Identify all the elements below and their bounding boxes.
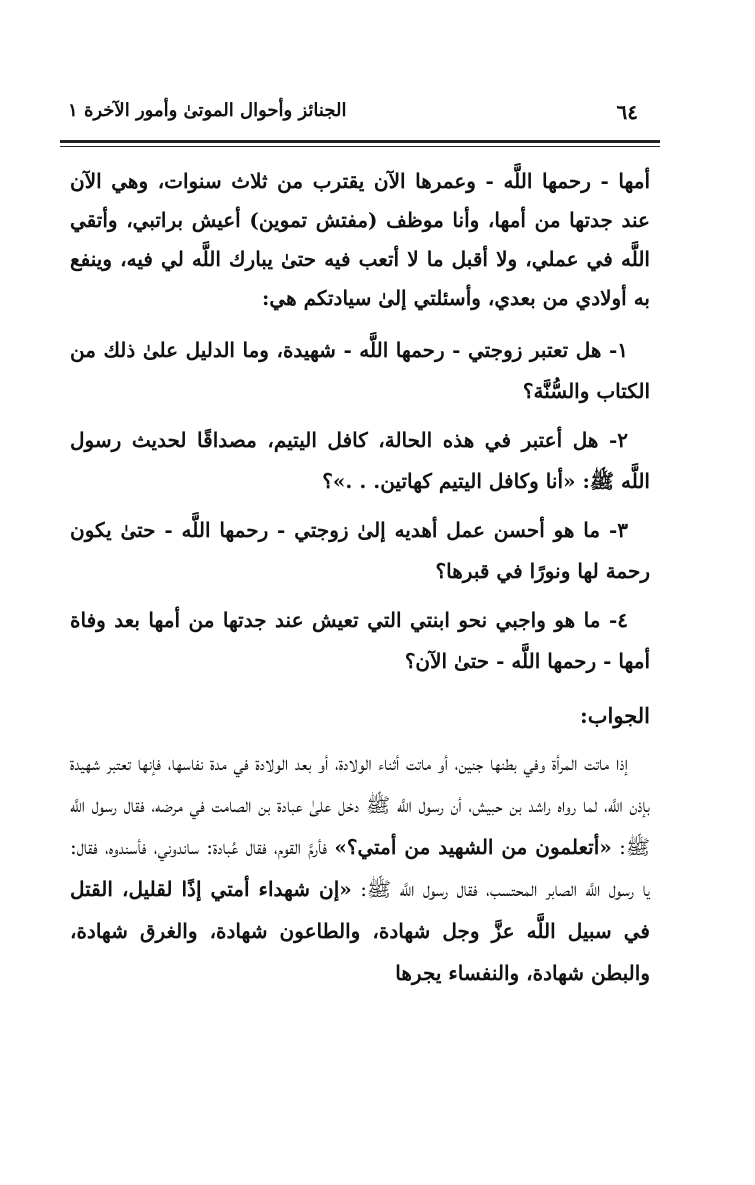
- answer-heading: الجواب:: [580, 703, 650, 728]
- question-intro: أمها - رحمها اللَّه - وعمرها الآن يقترب من ثلاث سنوات، وهي الآن عند جدتها من أمها، وأنا موظف (مفتش تموين) أعيش براتبي، وأتقي اللَّه في عملي، ولا أقبل ما لا أتعب فيه حتىٰ يبارك اللَّه لي فيه، وينفع به أولادي من بعدي، وأسئلتي إلىٰ سيادتكم هي:: [70, 169, 650, 310]
- hadith-quote-2: «إن شهداء أمتي إذًا لقليل، القتل في سبيل اللَّه عزَّ وجل شهادة، والطاعون شهادة، والغرق شهادة، والبطن شهادة، والنفساء يجرها: [70, 877, 650, 985]
- answer-text-1: إذا ماتت المرأة وفي بطنها جنين، أو ماتت أثناء الولادة، أو بعد الولادة في مدة نفاسها، فإنها تعتبر شهيدة بإذن اللَّه، لما رواه راشد بن حبيش، أن رسول اللَّه ﷺ دخل علىٰ عبادة بن الصامت في مرضه، فقال رسول اللَّه ﷺ:: [70, 751, 650, 859]
- question-item-3: ٣- ما هو أحسن عمل أهديه إلىٰ زوجتي - رحمها اللَّه - حتىٰ يكون رحمة لها ونورًا في قبرها؟: [70, 518, 650, 583]
- page-number: ٦٤: [616, 100, 638, 124]
- page-body: [70, 162, 650, 994]
- answer-text-2: فأرمَّ القوم، فقال عُبادة: ساندوني، فأسندوه، فقال: يا رسول اللَّه الصابر المحتسب، فقال رسول اللَّه ﷺ:: [70, 835, 651, 901]
- answer-paragraph: [70, 742, 650, 994]
- header-rule-thick: [60, 140, 660, 143]
- header-rule-thin: [60, 146, 660, 147]
- question-item-4: ٤- ما هو واجبي نحو ابنتي التي تعيش عند جدتها من أمها بعد وفاة أمها - رحمها اللَّه - حتىٰ الآن؟: [70, 608, 650, 673]
- hadith-quote-1: «أتعلمون من الشهيد من أمتي؟»: [334, 835, 612, 859]
- question-item-2: ٢- هل أعتبر في هذه الحالة، كافل اليتيم، مصداقًا لحديث رسول اللَّه ﷺ: «أنا وكافل اليتيم كهاتين. . .»؟: [70, 428, 650, 493]
- page-header: [60, 96, 660, 126]
- question-item-1: ١- هل تعتبر زوجتي - رحمها اللَّه - شهيدة، وما الدليل علىٰ ذلك من الكتاب والسُّنَّة؟: [70, 338, 650, 403]
- running-title: الجنائز وأحوال الموتىٰ وأمور الآخرة ١: [68, 100, 347, 121]
